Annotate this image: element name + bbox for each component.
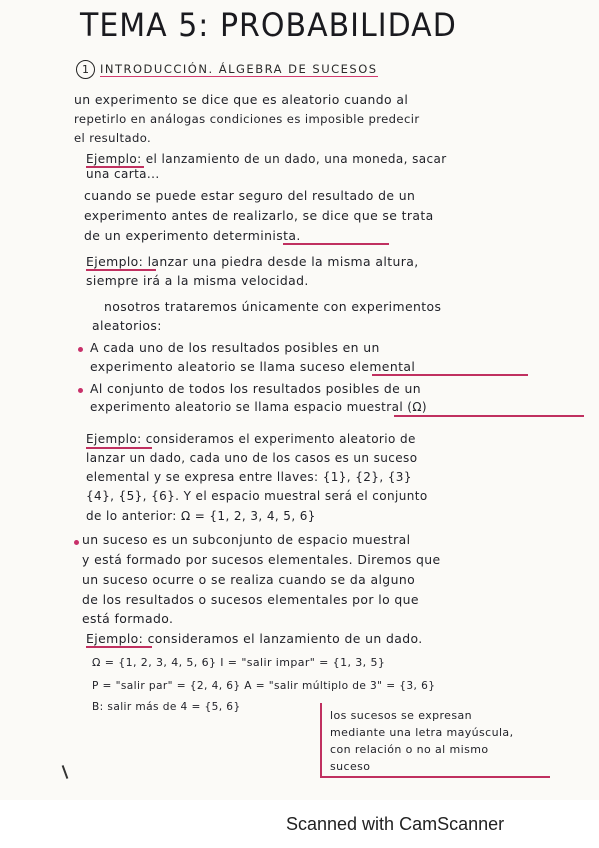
text-line: aleatorios: bbox=[92, 318, 162, 333]
text-line: repetirlo en análogas condiciones es imposible predecir bbox=[74, 112, 420, 126]
example-line: Ejemplo: consideramos el experimento aleatorio de bbox=[86, 432, 416, 446]
set-line: P = "salir par" = {2, 4, 6} A = "salir múltiplo de 3" = {3, 6} bbox=[92, 680, 436, 692]
example-line: siempre irá a la misma velocidad. bbox=[86, 273, 309, 288]
section-number: 1 bbox=[76, 60, 95, 79]
underline-mark bbox=[86, 269, 156, 271]
example-line: lanzar un dado, cada uno de los casos es un suceso bbox=[86, 451, 418, 465]
page-title: TEMA 5: PROBABILIDAD bbox=[80, 6, 457, 45]
text-line: cuando se puede estar seguro del resultado de un bbox=[84, 188, 416, 203]
text-line: Al conjunto de todos los resultados posibles de un bbox=[90, 381, 422, 396]
example-line: Ejemplo: el lanzamiento de un dado, una moneda, sacar bbox=[86, 152, 447, 166]
text-line: un suceso ocurre o se realiza cuando se da alguno bbox=[82, 572, 416, 587]
note-line: con relación o no al mismo bbox=[330, 743, 489, 756]
example-line: {4}, {5}, {6}. Y el espacio muestral será el conjunto bbox=[86, 489, 428, 503]
note-border-left bbox=[320, 703, 322, 777]
underline-mark bbox=[372, 374, 528, 376]
text-line: de los resultados o sucesos elementales por lo que bbox=[82, 592, 419, 607]
note-line: los sucesos se expresan bbox=[330, 709, 472, 722]
text-line: experimento antes de realizarlo, se dice que se trata bbox=[84, 208, 434, 223]
underline-mark bbox=[283, 243, 389, 245]
example-line: Ejemplo: consideramos el lanzamiento de un dado. bbox=[86, 631, 423, 646]
text-line: el resultado. bbox=[74, 131, 152, 145]
scanner-watermark: Scanned with CamScanner bbox=[286, 814, 505, 834]
underline-mark bbox=[86, 646, 152, 648]
text-line: experimento aleatorio se llama suceso elemental bbox=[90, 359, 416, 374]
text-line: y está formado por sucesos elementales. Diremos que bbox=[82, 552, 441, 567]
note-line: mediante una letra mayúscula, bbox=[330, 726, 514, 739]
example-line: elemental y se expresa entre llaves: {1}, {2}, {3} bbox=[86, 470, 412, 484]
bullet-dot bbox=[74, 540, 79, 545]
set-line: Ω = {1, 2, 3, 4, 5, 6} I = "salir impar" = {1, 3, 5} bbox=[92, 656, 386, 669]
text-line: un suceso es un subconjunto de espacio muestral bbox=[82, 532, 411, 547]
underline-mark bbox=[394, 415, 584, 417]
underline-mark bbox=[86, 166, 144, 168]
bullet-dot bbox=[78, 347, 83, 352]
text-line: A cada uno de los resultados posibles en un bbox=[90, 340, 380, 355]
example-line: Ejemplo: lanzar una piedra desde la misma altura, bbox=[86, 254, 419, 269]
text-line: está formado. bbox=[82, 611, 174, 626]
text-line: nosotros trataremos únicamente con experimentos bbox=[104, 299, 442, 314]
text-line: experimento aleatorio se llama espacio muestral (Ω) bbox=[90, 400, 427, 414]
note-line: suceso bbox=[330, 760, 371, 773]
bullet-dot bbox=[78, 388, 83, 393]
text-line: de un experimento determinista. bbox=[84, 228, 301, 243]
section-title: INTRODUCCIÓN. ÁLGEBRA DE SUCESOS bbox=[100, 62, 378, 76]
note-border-bottom bbox=[320, 776, 550, 778]
example-line: de lo anterior: Ω = {1, 2, 3, 4, 5, 6} bbox=[86, 509, 316, 523]
underline-mark bbox=[86, 447, 152, 449]
set-line: B: salir más de 4 = {5, 6} bbox=[92, 701, 241, 713]
example-line: una carta... bbox=[86, 167, 160, 181]
text-line: un experimento se dice que es aleatorio cuando al bbox=[74, 92, 409, 107]
